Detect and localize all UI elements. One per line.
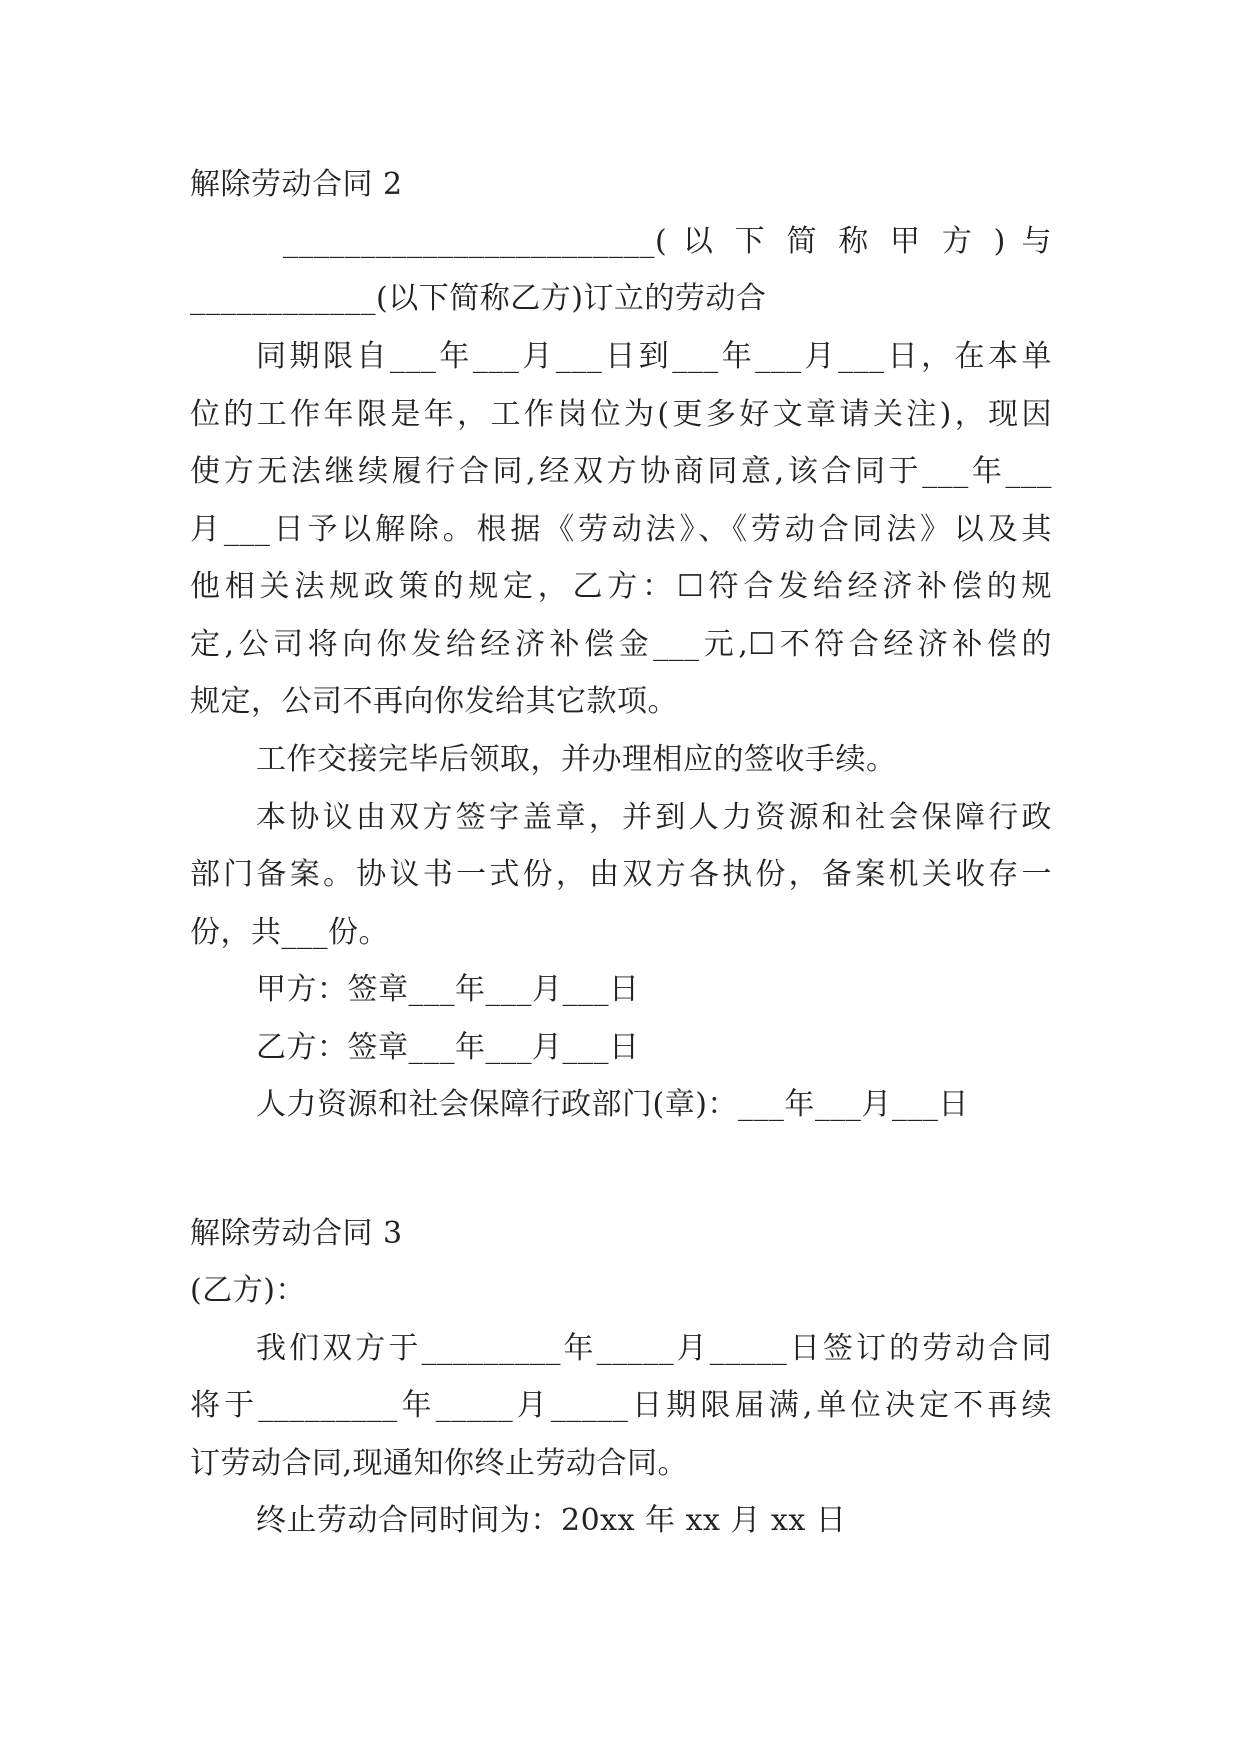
addressee-line: (乙方)： xyxy=(190,1273,306,1308)
paragraph-line: 本协议由双方签字盖章，并到人力资源和社会保障行政 xyxy=(256,800,1052,835)
paragraph-line: 位的工作年限是年，工作岗位为(更多好文章请关注)，现因 xyxy=(190,397,1052,432)
paragraph-line: 订劳动合同,现通知你终止劳动合同。 xyxy=(190,1446,689,1481)
paragraph-line: 规定，公司不再向你发给其它款项。 xyxy=(190,684,678,719)
paragraph-line: 部门备案。协议书一式份，由双方各执份，备案机关收存一 xyxy=(190,857,1052,892)
paragraph-line: 工作交接完毕后领取，并办理相应的签收手续。 xyxy=(256,742,897,777)
signature-line-hr-department: 人力资源和社会保障行政部门(章)：___年___月___日 xyxy=(256,1087,969,1122)
paragraph-line: ________________________( 以 下 简 称 甲 方 ) 与 xyxy=(283,224,1052,259)
paragraph-line: 月___日予以解除。根据《劳动法》、《劳动合同法》以及其 xyxy=(190,512,1052,547)
paragraph-line: 同期限自___年___月___日到___年___月___日，在本单 xyxy=(256,339,1052,374)
paragraph-line: 使方无法继续履行合同,经双方协商同意,该合同于___年___ xyxy=(190,454,1052,489)
paragraph-line: 他相关法规政策的规定，乙方：☐符合发给经济补偿的规 xyxy=(190,569,1052,604)
paragraph-line: 我们双方于_________年_____月_____日签订的劳动合同 xyxy=(256,1331,1052,1366)
section-3-title: 解除劳动合同 3 xyxy=(190,1216,403,1251)
termination-date-line: 终止劳动合同时间为：20xx 年 xx 月 xx 日 xyxy=(256,1503,847,1538)
paragraph-line: ____________(以下简称乙方)订立的劳动合 xyxy=(190,281,767,316)
paragraph-line: 定,公司将向你发给经济补偿金___元,☐不符合经济补偿的 xyxy=(190,627,1052,662)
signature-line-party-b: 乙方：签章___年___月___日 xyxy=(256,1030,640,1065)
section-2-title: 解除劳动合同 2 xyxy=(190,167,403,202)
paragraph-line: 份，共___份。 xyxy=(190,915,389,950)
paragraph-line: 将于_________年_____月_____日期限届满,单位决定不再续 xyxy=(190,1388,1052,1423)
signature-line-party-a: 甲方：签章___年___月___日 xyxy=(256,972,640,1007)
